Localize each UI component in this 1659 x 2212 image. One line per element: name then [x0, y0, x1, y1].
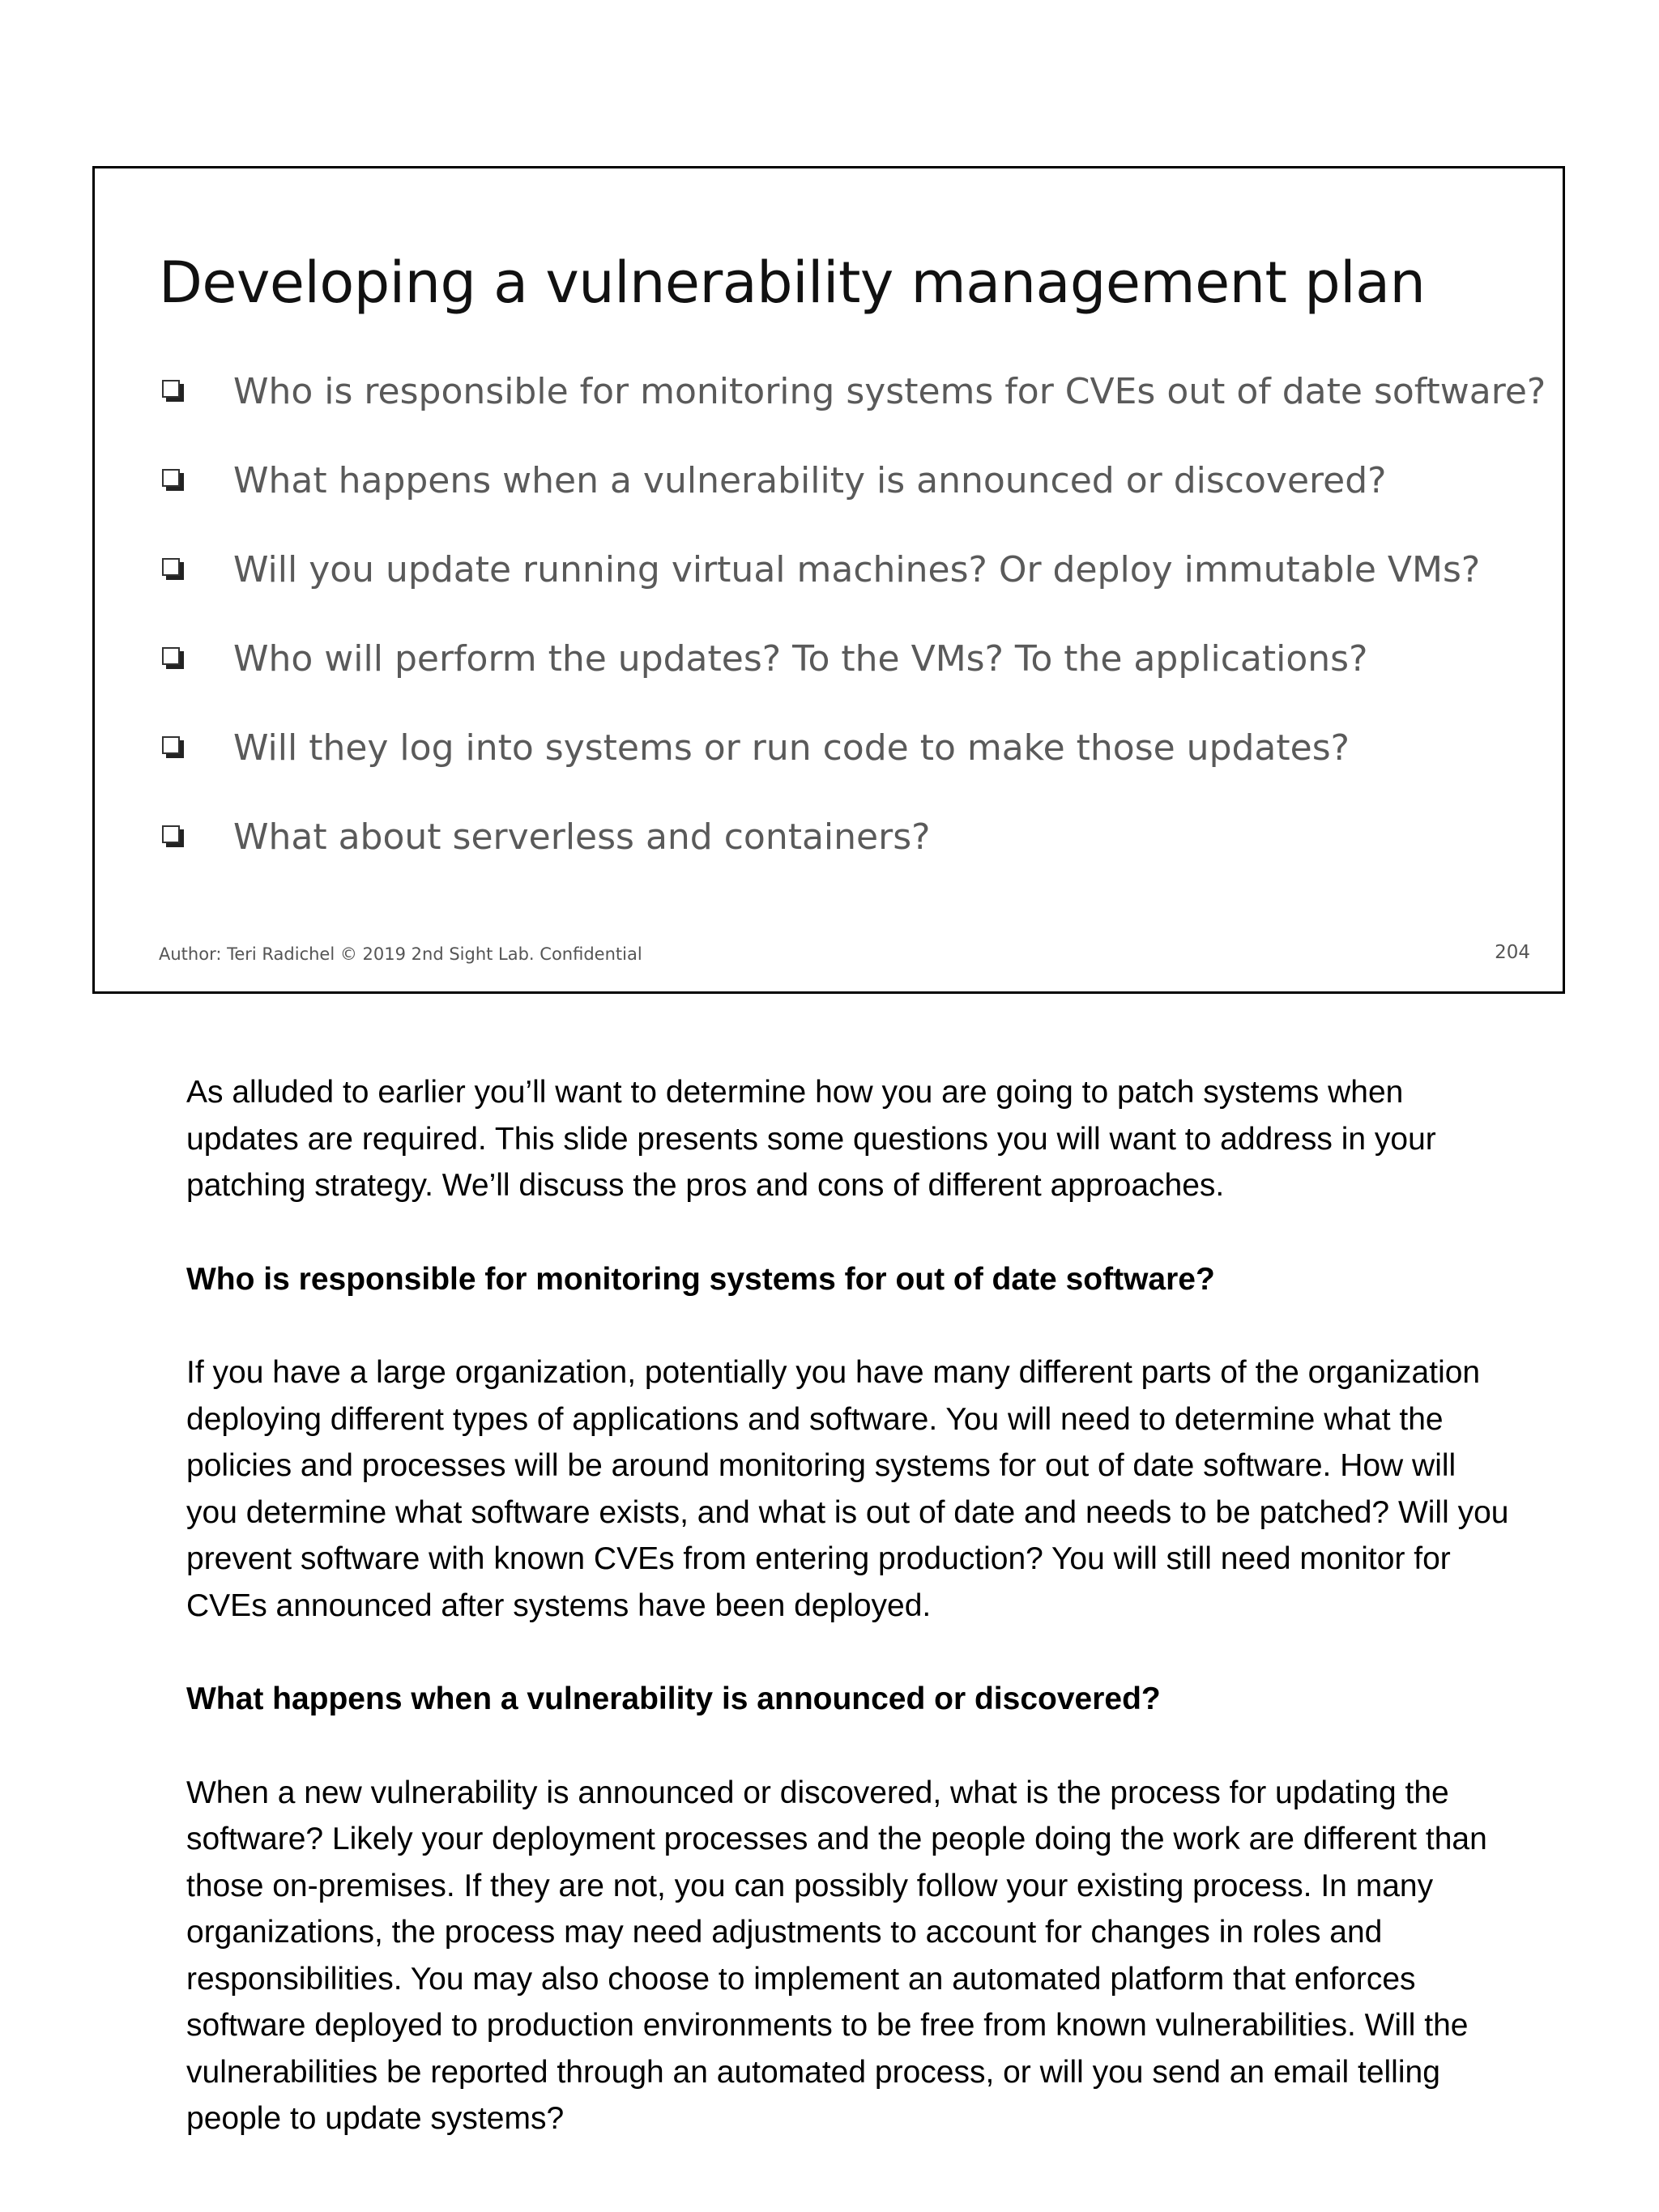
list-item [159, 614, 1546, 703]
slide-frame [92, 166, 1565, 994]
bullet-text: Will you update running virtual machines? Or deploy immutable VMs? [233, 548, 1481, 590]
bullet-text: Will they log into systems or run code to make those updates? [233, 727, 1350, 769]
speaker-notes [186, 1069, 1515, 2189]
list-item [159, 525, 1546, 614]
notes-body-monitoring: If you have a large organization, potentially you have many different parts of the organization deploying different types of applications and software. You will need to determine what the policies and processes will be around monitoring systems for out of date software. How will you determine what software exists, and what is out of date and needs to be patched? Will you prevent software with known CVEs from entering production? You will still need monitor for CVEs announced after systems have been deployed. [186, 1355, 1509, 1623]
list-item [159, 703, 1546, 792]
checkbox-icon [162, 380, 185, 403]
bullet-text: Who is responsible for monitoring systems for CVEs out of date software? [233, 370, 1546, 412]
bullet-list [159, 347, 1546, 881]
slide-title: Developing a vulnerability management plan [159, 249, 1426, 316]
bullet-text: What about serverless and containers? [233, 816, 931, 858]
notes-body-vulnerability: When a new vulnerability is announced or discovered, what is the process for updating the software? Likely your deployment processes and the people doing the work are different than those on-premises. If they are not, you can possibly follow your existing process. In many organizations, the process may need adjustments to account for changes in roles and responsibilities. You may also choose to implement an automated platform that enforces software deployed to production environments to be free from known vulnerabilities. Will the vulnerabilities be reported through an automated process, or will you send an email telling people to update systems? [186, 1775, 1487, 2136]
bullet-text: Who will perform the updates? To the VMs? To the applications? [233, 637, 1368, 680]
list-item [159, 347, 1546, 436]
bullet-text: What happens when a vulnerability is announced or discovered? [233, 459, 1387, 501]
checkbox-icon [162, 647, 185, 670]
checkbox-icon [162, 469, 185, 492]
list-item [159, 436, 1546, 525]
checkbox-icon [162, 736, 185, 759]
checkbox-icon [162, 558, 185, 581]
list-item [159, 792, 1546, 881]
notes-heading-monitoring: Who is responsible for monitoring systems for out of date software? [186, 1261, 1215, 1297]
checkbox-icon [162, 825, 185, 848]
slide-author-footer: Author: Teri Radichel © 2019 2nd Sight Lab. Confidential [159, 944, 642, 964]
notes-intro: As alluded to earlier you’ll want to determine how you are going to patch systems when updates are required. This slide presents some questions you will want to address in your patching strategy. We’ll discuss the pros and cons of different approaches. [186, 1075, 1436, 1203]
slide-page-number: 204 [1495, 942, 1530, 963]
notes-heading-vulnerability: What happens when a vulnerability is announced or discovered? [186, 1681, 1161, 1716]
